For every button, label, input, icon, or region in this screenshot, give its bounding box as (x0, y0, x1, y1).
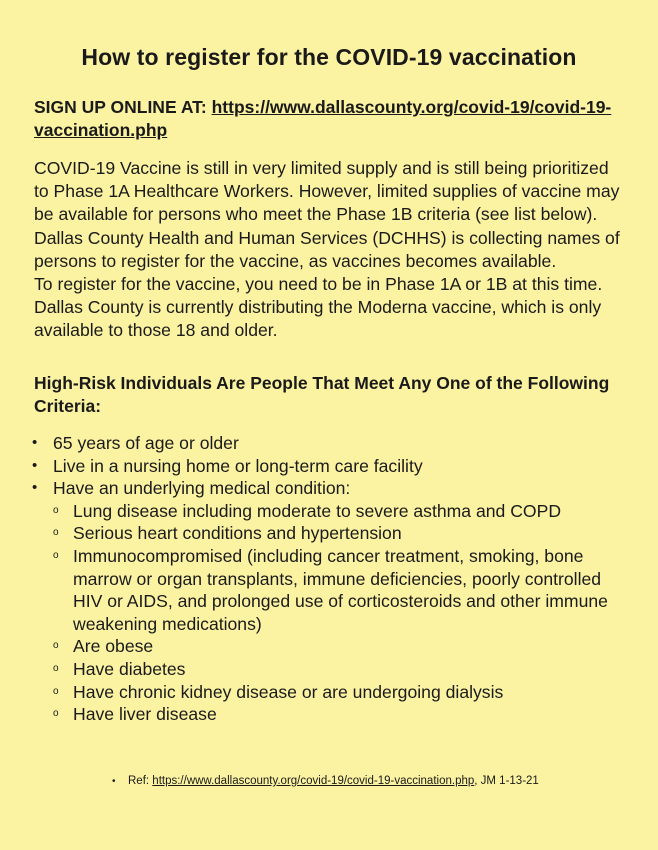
list-item (53, 681, 630, 704)
ref-suffix: , JM 1-13-21 (474, 775, 539, 787)
circle-bullet-icon: o (53, 640, 59, 652)
list-item (30, 455, 630, 478)
list-item (53, 635, 630, 658)
bullet-icon: • (32, 479, 38, 497)
criteria-text: 65 years of age or older (53, 433, 239, 453)
list-item (30, 477, 630, 726)
condition-text: Are obese (73, 636, 154, 657)
risk-heading: High-Risk Individuals Are People That Meet Any One of the Following Criteria: (34, 373, 610, 416)
intro-text (34, 157, 624, 343)
ref-link[interactable]: https://www.dallascounty.org/covid-19/covid-19-vaccination.php (152, 775, 475, 787)
intro-paragraph-2: To register for the vaccine, you need to be in Phase 1A or 1B at this time. Dallas County is currently distributing the Moderna vaccine, which is only available to those 18 and older. (34, 274, 603, 341)
signup-section (34, 96, 634, 142)
circle-bullet-icon: o (53, 662, 59, 674)
list-item (30, 432, 630, 455)
page-title: How to register for the COVID-19 vaccination (81, 44, 577, 70)
ref-label: Ref: (128, 775, 153, 787)
bullet-icon: • (112, 776, 116, 787)
conditions-list (53, 500, 630, 726)
condition-text: Serious heart conditions and hypertension (73, 523, 402, 544)
circle-bullet-icon: o (53, 527, 59, 539)
circle-bullet-icon: o (53, 685, 59, 697)
list-item (53, 500, 630, 523)
condition-text: Have chronic kidney disease or are undergoing dialysis (73, 681, 504, 702)
intro-paragraph-1: COVID-19 Vaccine is still in very limited supply and is still being prioritized to Phase 1A Healthcare Workers. However, limited supplies of vaccine may be available for persons who meet the Phase 1B criteria (see list below). Dallas County Health and Human Services (DCHHS) is collecting names of persons to register for the vaccine, as vaccines becomes available. (34, 158, 620, 271)
list-item (53, 703, 630, 726)
list-item (53, 545, 630, 635)
reference-footer (112, 774, 632, 789)
criteria-list (30, 432, 630, 726)
criteria-text: Have an underlying medical condition: (53, 478, 351, 499)
bullet-icon: • (32, 434, 38, 451)
circle-bullet-icon: o (53, 708, 59, 720)
circle-bullet-icon: o (53, 549, 59, 561)
circle-bullet-icon: o (53, 504, 59, 516)
condition-text: Immunocompromised (including cancer treatment, smoking, bone marrow or organ transplants, immune deficiencies, poorly controlled HIV or AIDS, and prolonged use of corticosteroids and other immune weakening medications) (73, 545, 608, 634)
criteria-text: Live in a nursing home or long-term care facility (53, 455, 423, 476)
list-item (53, 658, 630, 681)
signup-label: SIGN UP ONLINE AT: (34, 97, 212, 117)
condition-text: Have diabetes (73, 658, 186, 679)
condition-text: Have liver disease (73, 704, 217, 725)
bullet-icon: • (32, 456, 38, 474)
condition-text: Lung disease including moderate to severe asthma and COPD (73, 500, 562, 521)
list-item (53, 522, 630, 545)
signup-link[interactable]: https://www.dallascounty.org/covid-19/covid-19-vaccination.php (34, 97, 612, 140)
